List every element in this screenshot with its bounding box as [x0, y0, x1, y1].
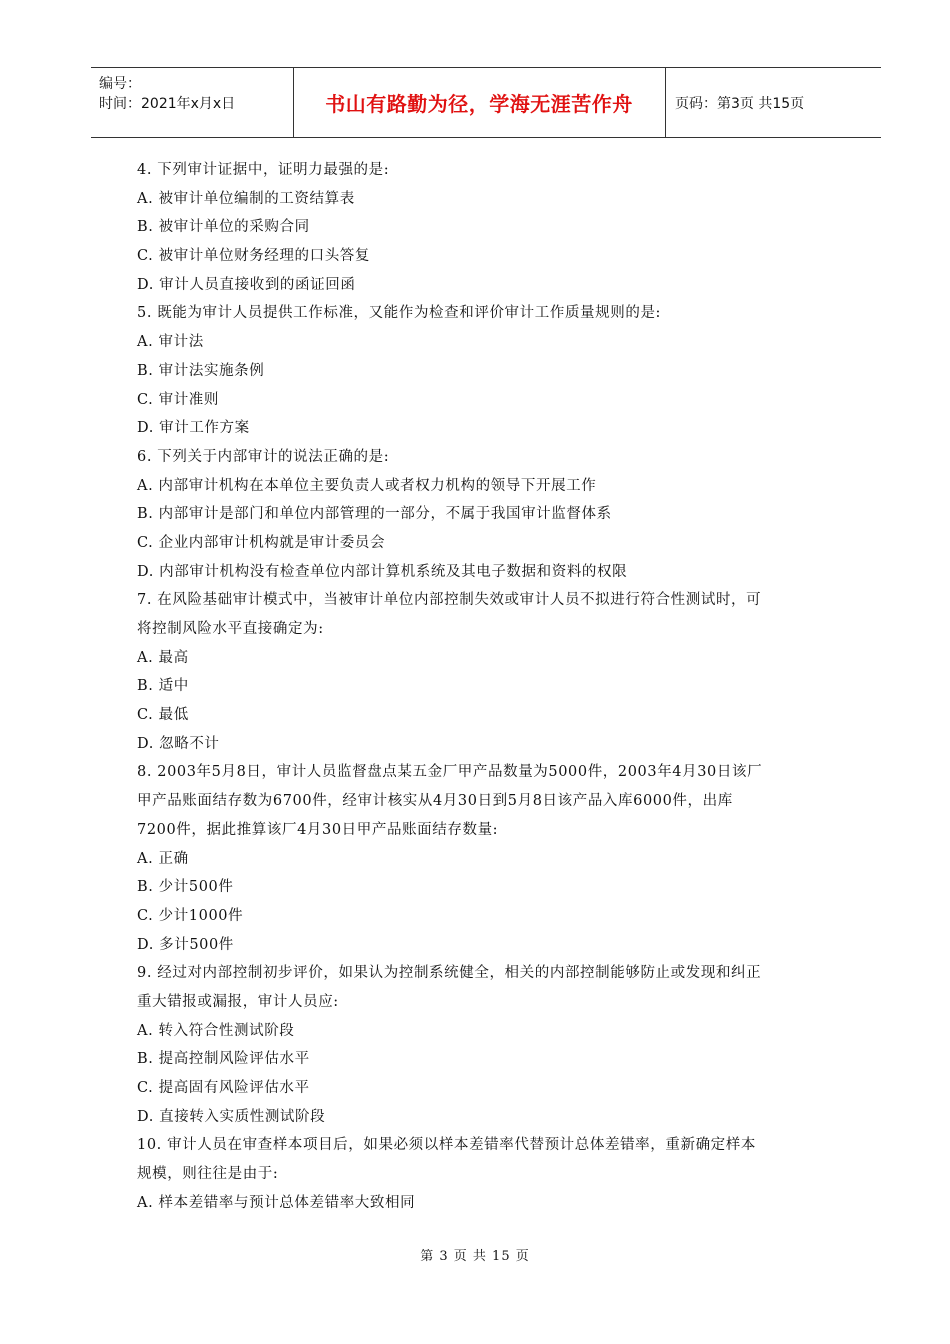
text-line: C. 企业内部审计机构就是审计委员会: [137, 534, 386, 551]
text-line: A. 最高: [137, 649, 189, 666]
text-line: B. 提高控制风险评估水平: [137, 1051, 310, 1068]
text-line: 7200件，据此推算该厂4月30日甲产品账面结存数量:: [137, 821, 499, 838]
text-line: C. 最低: [137, 707, 189, 724]
text-line: 4. 下列审计证据中，证明力最强的是:: [137, 162, 390, 178]
text-line: A. 内部审计机构在本单位主要负责人或者权力机构的领导下开展工作: [137, 477, 597, 494]
text-line: 重大错报或漏报，审计人员应:: [137, 993, 339, 1010]
text-line: D. 忽略不计: [137, 735, 220, 752]
text-line: B. 审计法实施条例: [137, 362, 265, 379]
text-line: D. 直接转入实质性测试阶段: [137, 1108, 326, 1125]
footer-page-number: 第 3 页 共 15 页: [420, 1249, 530, 1264]
text-line: A. 正确: [137, 850, 189, 867]
text-line: 甲产品账面结存数为6700件，经审计核实从4月30日到5月8日该产品入库6000件，出库: [137, 793, 733, 810]
number-label: 编号：: [99, 76, 141, 92]
text-line: D. 内部审计机构没有检查单位内部计算机系统及其电子数据和资料的权限: [137, 563, 628, 580]
page-header: [91, 67, 881, 138]
header-page-cell: [665, 68, 881, 137]
text-line: C. 少计1000件: [137, 907, 244, 924]
text-line: D. 多计500件: [137, 936, 234, 953]
document-body: [137, 156, 837, 1217]
text-line: B. 被审计单位的采购合同: [137, 219, 310, 236]
page-code: 页码：第3页 共15页: [675, 95, 805, 112]
text-line: B. 适中: [137, 678, 189, 695]
text-line: A. 被审计单位编制的工资结算表: [137, 190, 355, 207]
text-line: 8. 2003年5月8日，审计人员监督盘点某五金厂甲产品数量为5000件，2003年4月30日该厂: [137, 764, 763, 781]
motto: 书山有路勤为径，学海无涯苦作舟: [325, 92, 633, 116]
text-line: A. 转入符合性测试阶段: [137, 1022, 295, 1039]
text-line: C. 被审计单位财务经理的口头答复: [137, 248, 370, 265]
text-line: D. 审计人员直接收到的函证回函: [137, 276, 356, 293]
text-line: 5. 既能为审计人员提供工作标准，又能作为检查和评价审计工作质量规则的是:: [137, 305, 662, 322]
text-line: B. 内部审计是部门和单位内部管理的一部分，不属于我国审计监督体系: [137, 506, 612, 523]
text-line: C. 提高固有风险评估水平: [137, 1080, 310, 1096]
text-line: D. 审计工作方案: [137, 420, 250, 437]
text-line: 9. 经过对内部控制初步评价，如果认为控制系统健全，相关的内部控制能够防止或发现和纠正: [137, 965, 762, 982]
text-line: 7. 在风险基础审计模式中，当被审计单位内部控制失效或审计人员不拟进行符合性测试时，可: [137, 592, 762, 609]
header-motto-cell: [293, 68, 666, 137]
text-line: 将控制风险水平直接确定为:: [137, 621, 324, 637]
text-line: 规模，则往往是由于:: [137, 1166, 279, 1183]
text-line: 6. 下列关于内部审计的说法正确的是:: [137, 448, 390, 465]
time-label: 时间：2021年x月x日: [99, 96, 236, 112]
text-line: C. 审计准则: [137, 391, 219, 408]
header-info-cell: [91, 68, 294, 137]
text-line: 10. 审计人员在审查样本项目后，如果必须以样本差错率代替预计总体差错率，重新确定样本: [137, 1137, 756, 1154]
page-footer: [0, 1245, 950, 1264]
text-line: B. 少计500件: [137, 879, 234, 896]
text-line: A. 审计法: [137, 334, 204, 351]
text-line: A. 样本差错率与预计总体差错率大致相同: [137, 1194, 416, 1211]
